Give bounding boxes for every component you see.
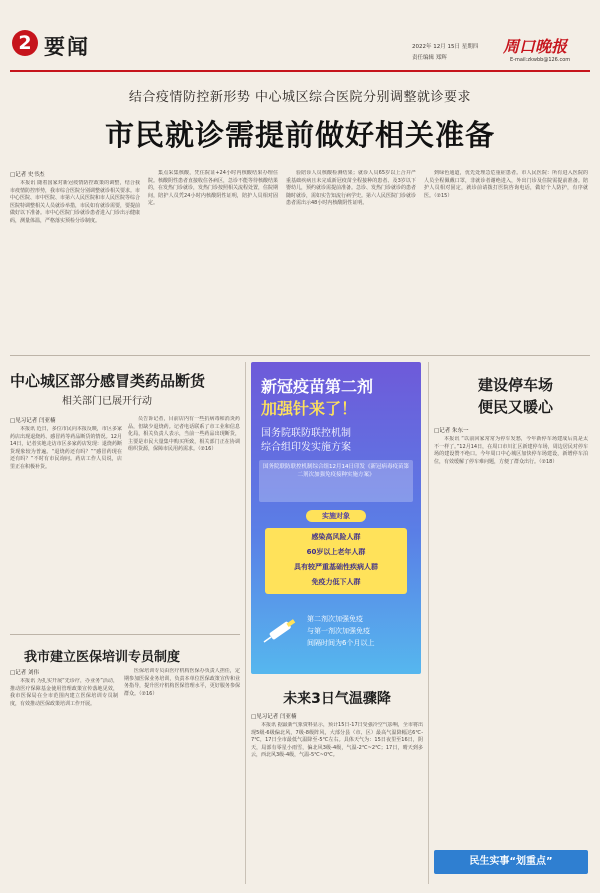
email-line: E-mail:zkwbb@126.com [510, 57, 571, 63]
lead-byline: □记者 史书杰 [10, 172, 45, 178]
lead-subheadline: 结合疫情防控新形势 中心城区综合医院分别调整就诊要求 [128, 90, 472, 105]
lead-col-1: 本报讯 随着国家对新冠疫情防控政策的调整，结合我市疫情防控形势，我市综合医院分别调整就诊相关要求。市中心医院、市中医院、市第六人民医院和市人民医院等综合医院特调整相关人员就诊举措，市民如有就诊需要，要提前做好以下准备。市中心医院门诊就诊患者进入门诊出示健康码，测量体温，严格落实预检分诊制度。 [10, 180, 140, 224]
poster-band-text: 国务院联防联控机制综合组12月14日印发《新冠病毒疫苗第二剂次加强免疫接种实施方案》 [263, 464, 409, 478]
weather-byline: □见习记者 闫亚楠 [251, 714, 297, 720]
parking-headline-line-2: 便民又暖心 [478, 398, 554, 416]
medicine-col-1: 本报讯 近日，多位市民向本报反映，市区多家药店出现退烧药、感冒药等药品断货的情况。12月14日，记者实地走访市区多家药店发现：退烧药断货现象较为普遍。“退烧药还有吗？”“感冒药现在还有吗？”不时有市民询问。药店工作人员说，店里正在积极补货。 [10, 426, 122, 470]
livelihood-banner: 民生实事“划重点” [434, 850, 588, 874]
poster-title-line-2: 加强针来了！ [261, 399, 358, 418]
poster-target-item-1: 感染高风险人群 [311, 533, 361, 541]
paper-logo: 周口晚报 [503, 37, 568, 56]
weather-text: 本报讯 据最新气象资料显示，预计15日-17日受强冷空气影响，全市将出现5级-6级偏北风，7级-8级阵风，大部分县（市、区）最高气温降幅达6℃-7℃，17日全市最低气温降至-5℃左右。具体天气为：15日夜里至16日，阴天，局部有零星小雨雪，偏北风3级-4级，气温-2℃~2℃；17日，晴天到多云，西北风3级-4级，气温-5℃~0℃。 [251, 722, 423, 759]
training-byline: □记者 刘伟 [10, 670, 39, 676]
lead-col-2: 集点采集核酸，凭住院证+24小时内核酸结果办理住院。核酸阴性患者直接收住各病区，急诊不能等待核酸结果的，在发热门诊就诊，发热门诊按照相关流程处置，住院期间，陪护人员凭24小时内核酸阴性证明，陪护人员相对固定。 [148, 170, 278, 207]
poster-title-line-1: 新冠疫苗第二剂 [261, 377, 374, 396]
poster-subtitle-line-2: 综合组印发实施方案 [261, 442, 351, 453]
lead-bottom-rule [10, 355, 590, 356]
poster-target-item-3: 具有较严重基础性疾病人群 [294, 563, 378, 571]
section-title: 要闻 [44, 35, 90, 59]
vaccine-poster [251, 362, 421, 674]
medicine-byline: □见习记者 闫亚楠 [10, 418, 56, 424]
medicine-col-2: 员告诉记者，目前店内有一些抗病毒和消炎药品，但缺少退烧药。记者电话联系了市工业和信息化局，相关负责人表示，当前一些药品出现断货，主要是市民大量集中购买所致，相关部门正在协调组织货源，保障市民用药需求。（②16） [128, 416, 240, 453]
date-line: 2022年 12月 15日 星期四 [412, 44, 479, 50]
medicine-headline: 中心城区部分感冒类药品断货 [10, 372, 206, 390]
parking-headline-line-1: 建设停车场 [478, 376, 554, 394]
weather-headline: 未来3日气温骤降 [283, 691, 391, 707]
parking-byline: □记者 朱东一 [434, 428, 469, 434]
poster-footer-line-3: 间隔时间为6个月以上 [307, 639, 375, 647]
poster-footer-line-1: 第二剂次加强免疫 [307, 615, 363, 623]
poster-subtitle-line-1: 国务院联防联控机制 [261, 428, 351, 439]
masthead-rule [10, 70, 590, 72]
lead-col-3: 验陪诊人员核酸检测结果；就诊人员65岁以上合并严重基础疾病且未完成新冠疫苗全程接种的患者、及3岁以下婴幼儿，预约就诊需提前准备。急诊、发热门诊就诊的患者随时就诊，需如实告知流行病学史。第六人民医院门诊就诊患者需出示48小时内核酸阴性证明。 [286, 170, 416, 207]
column-divider-left [245, 362, 246, 884]
lead-col-4: 到绿色通道，优先处理急危重症患者。市人民医院：所有进入医院的人员全程佩戴口罩，非就诊者谢绝进入，外出门诊及住院需提前准备。陪护人员相对固定，就诊前请拨打医院咨询电话，做好个人防护，有序就医。（②15） [424, 170, 588, 199]
training-headline: 我市建立医保培训专员制度 [24, 650, 181, 665]
training-col-2: 医保培训专员由医疗机构医保办负责人担任，定期参加医保业务培训，负责本单位医保政策宣传和业务指导，提升医疗机构医保管理水平，更好服务参保群众。（②16） [124, 668, 240, 697]
training-col-1: 本报讯 为扎实开展“先诊疗，办业务”活动，推动医疗保障基金使用管理政策宣传落地见效，我市医保局在全市范围内建立医保培训专员制度，有效推动医保政策培训工作开展。 [10, 678, 118, 707]
parking-text: 本报讯 “以前回家常常为停车发愁，今年新停车场建成后真是太不一样了。”12月14日，在周口市川汇区新建停车场，周边居民对停车场的建设赞不绝口。今年周口中心城区加快停车场建设，新增停车泊位，有效缓解了停车难问题，方便了群众出行。（②18） [434, 436, 588, 465]
medicine-subheadline: 相关部门已展开行动 [62, 396, 152, 407]
poster-target-label: 实施对象 [306, 510, 366, 522]
lead-headline: 市民就诊需提前做好相关准备 [104, 118, 495, 152]
poster-target-item-4: 免疫力低下人群 [311, 578, 361, 586]
page-number-badge: 2 [12, 30, 38, 56]
masthead [0, 0, 600, 78]
syringe-icon [261, 610, 301, 650]
poster-target-item-2: 60岁以上老年人群 [306, 548, 366, 556]
poster-footer-line-2: 与第一剂次加强免疫 [307, 627, 370, 635]
editors-line: 责任编辑 郑辉 [412, 55, 447, 61]
column-divider-right [428, 362, 429, 884]
medicine-bottom-rule [10, 634, 240, 635]
